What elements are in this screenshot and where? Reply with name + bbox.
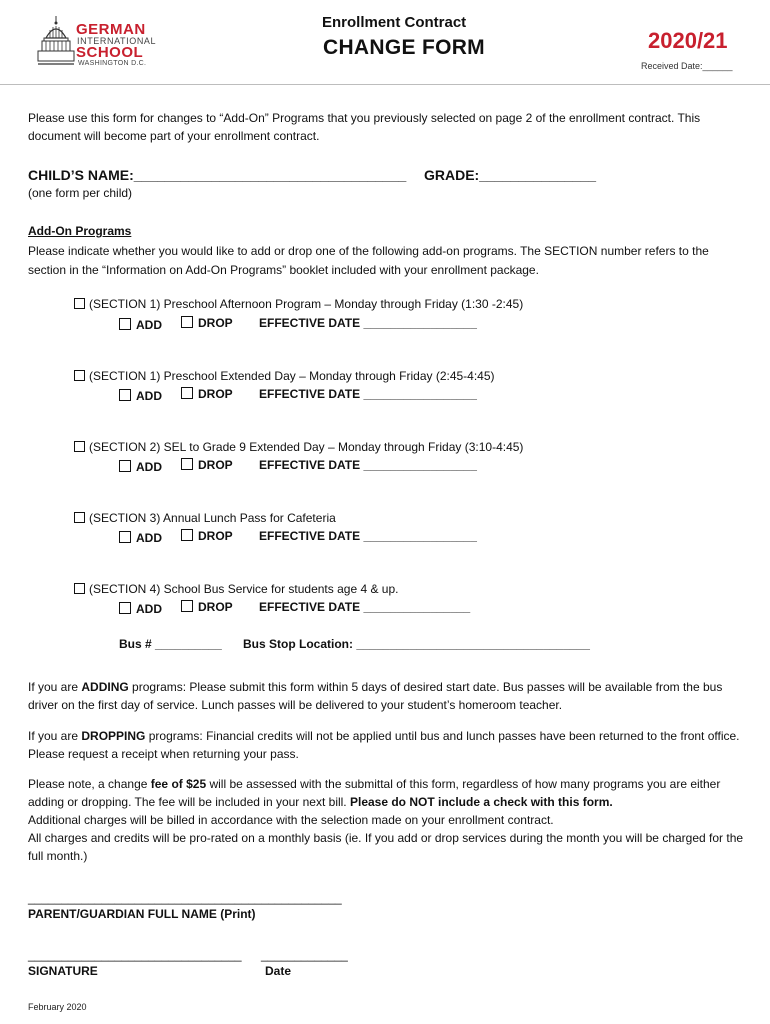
date-line[interactable]: _____________ (261, 948, 348, 962)
program-item (74, 582, 398, 596)
drop-checkbox[interactable] (181, 458, 193, 470)
add-option[interactable] (119, 602, 162, 616)
adding-keyword: ADDING (81, 680, 129, 694)
program-checkbox[interactable] (74, 512, 85, 523)
program-options (119, 316, 477, 334)
program-label: (SECTION 2) SEL to Grade 9 Extended Day – Monday through Friday (3:10-4:45) (89, 440, 524, 454)
fee-text: will be assessed with the submittal of this form, regardless of how many programs you are either adding or dropping. The fee will be included in your next bill. (28, 777, 721, 809)
program-item (74, 440, 523, 454)
add-label: ADD (136, 460, 162, 474)
add-option[interactable] (119, 531, 162, 545)
drop-label: DROP (198, 316, 233, 330)
form-name: CHANGE FORM (323, 36, 485, 59)
program-options (119, 600, 471, 618)
fee-prefix: Please note, a change (28, 777, 151, 791)
drop-option[interactable] (181, 529, 233, 543)
intro-paragraph: Please use this form for changes to “Add-On” Programs that you previously selected on page 2 of the enrollment contract. This document will become part of your enrollment contract. (28, 111, 701, 143)
add-label: ADD (136, 318, 162, 332)
effective-date-field[interactable]: EFFECTIVE DATE _________________ (259, 458, 477, 472)
drop-checkbox[interactable] (181, 316, 193, 328)
drop-checkbox[interactable] (181, 529, 193, 541)
add-checkbox[interactable] (119, 460, 131, 472)
fee-prorated: All charges and credits will be pro-rated on a monthly basis (ie. If you add or drop services during the month you will be charged for the full month.) (28, 831, 744, 863)
guardian-name-label: PARENT/GUARDIAN FULL NAME (Print) (28, 907, 256, 921)
dropping-text: programs: Financial credits will not be applied until bus and lunch passes have been returned to the front office. Please request a receipt when returning your pass. (28, 729, 740, 761)
drop-checkbox[interactable] (181, 387, 193, 399)
add-checkbox[interactable] (119, 389, 131, 401)
drop-option[interactable] (181, 387, 233, 401)
program-label: (SECTION 1) Preschool Afternoon Program – Monday through Friday (1:30 -2:45) (89, 297, 524, 311)
guardian-name-line[interactable]: _______________________________________________ (28, 891, 342, 905)
bus-stop-field[interactable]: Bus Stop Location: ___________________________________ (243, 637, 590, 651)
addon-heading: Add-On Programs (28, 224, 132, 238)
program-checkbox[interactable] (74, 441, 85, 452)
dropping-prefix: If you are (28, 729, 82, 743)
logo-text-school: SCHOOL (76, 44, 144, 61)
program-item (74, 511, 336, 525)
drop-label: DROP (198, 600, 233, 614)
program-options (119, 458, 477, 476)
child-name-field[interactable]: CHILD’S NAME:___________________________________ (28, 167, 407, 183)
program-checkbox[interactable] (74, 583, 85, 594)
logo-text-german: GERMAN (76, 21, 146, 38)
effective-date-field[interactable]: EFFECTIVE DATE _________________ (259, 316, 477, 330)
footer-date: February 2020 (28, 1002, 87, 1012)
adding-paragraph (28, 678, 744, 714)
add-checkbox[interactable] (119, 602, 131, 614)
drop-option[interactable] (181, 458, 233, 472)
program-label: (SECTION 1) Preschool Extended Day – Monday through Friday (2:45-4:45) (89, 369, 495, 383)
adding-text: programs: Please submit this form within 5 days of desired start date. Bus passes will be available from the bus driver on the first day of service. Lunch passes will be delivered to your student’s homeroom teacher. (28, 680, 723, 712)
signature-label: SIGNATURE (28, 964, 98, 978)
add-label: ADD (136, 389, 162, 403)
one-form-note: (one form per child) (28, 186, 133, 200)
add-option[interactable] (119, 318, 162, 332)
add-label: ADD (136, 602, 162, 616)
header-divider (0, 84, 770, 85)
logo-text-international: INTERNATIONAL (77, 36, 157, 46)
program-label: (SECTION 3) Annual Lunch Pass for Cafeteria (89, 511, 336, 525)
adding-prefix: If you are (28, 680, 82, 694)
add-label: ADD (136, 531, 162, 545)
grade-field[interactable]: GRADE:_______________ (424, 167, 597, 183)
program-checkbox[interactable] (74, 370, 85, 381)
program-label: (SECTION 4) School Bus Service for students age 4 & up. (89, 582, 399, 596)
effective-date-field[interactable]: EFFECTIVE DATE _________________ (259, 529, 477, 543)
program-options (119, 387, 477, 405)
program-options (119, 529, 477, 547)
program-checkbox[interactable] (74, 298, 85, 309)
effective-date-field[interactable]: EFFECTIVE DATE _________________ (259, 387, 477, 401)
school-year: 2020/21 (648, 28, 728, 53)
signature-line[interactable]: ________________________________ (28, 948, 242, 962)
effective-date-field[interactable]: EFFECTIVE DATE ________________ (259, 600, 471, 614)
drop-option[interactable] (181, 600, 233, 614)
drop-checkbox[interactable] (181, 600, 193, 612)
add-checkbox[interactable] (119, 318, 131, 330)
drop-option[interactable] (181, 316, 233, 330)
dropping-paragraph (28, 727, 744, 763)
logo-text-location: WASHINGTON D.C. (78, 60, 147, 67)
add-checkbox[interactable] (119, 531, 131, 543)
fee-notice: Please do NOT include a check with this form. (349, 795, 613, 809)
program-item (74, 369, 495, 383)
dropping-keyword: DROPPING (81, 729, 146, 743)
addon-instructions: Please indicate whether you would like to add or drop one of the following add-on programs. The SECTION number refers to the section in the “Information on Add-On Programs” booklet included with your enrollment package. (28, 244, 709, 277)
add-option[interactable] (119, 460, 162, 474)
capitol-dome-icon (36, 14, 76, 70)
fee-keyword: fee of $25 (150, 777, 207, 791)
program-item (74, 297, 523, 311)
add-option[interactable] (119, 389, 162, 403)
drop-label: DROP (198, 458, 233, 472)
drop-label: DROP (198, 529, 233, 543)
bus-number-field[interactable]: Bus # __________ (119, 637, 222, 651)
fee-additional-charges: Additional charges will be billed in accordance with the selection made on your enrollment contract. (28, 813, 554, 827)
date-label: Date (265, 964, 292, 978)
document-title: Enrollment Contract (322, 14, 467, 31)
fee-paragraph (28, 775, 744, 865)
drop-label: DROP (198, 387, 233, 401)
received-date-field[interactable]: Received Date:______ (641, 61, 733, 71)
